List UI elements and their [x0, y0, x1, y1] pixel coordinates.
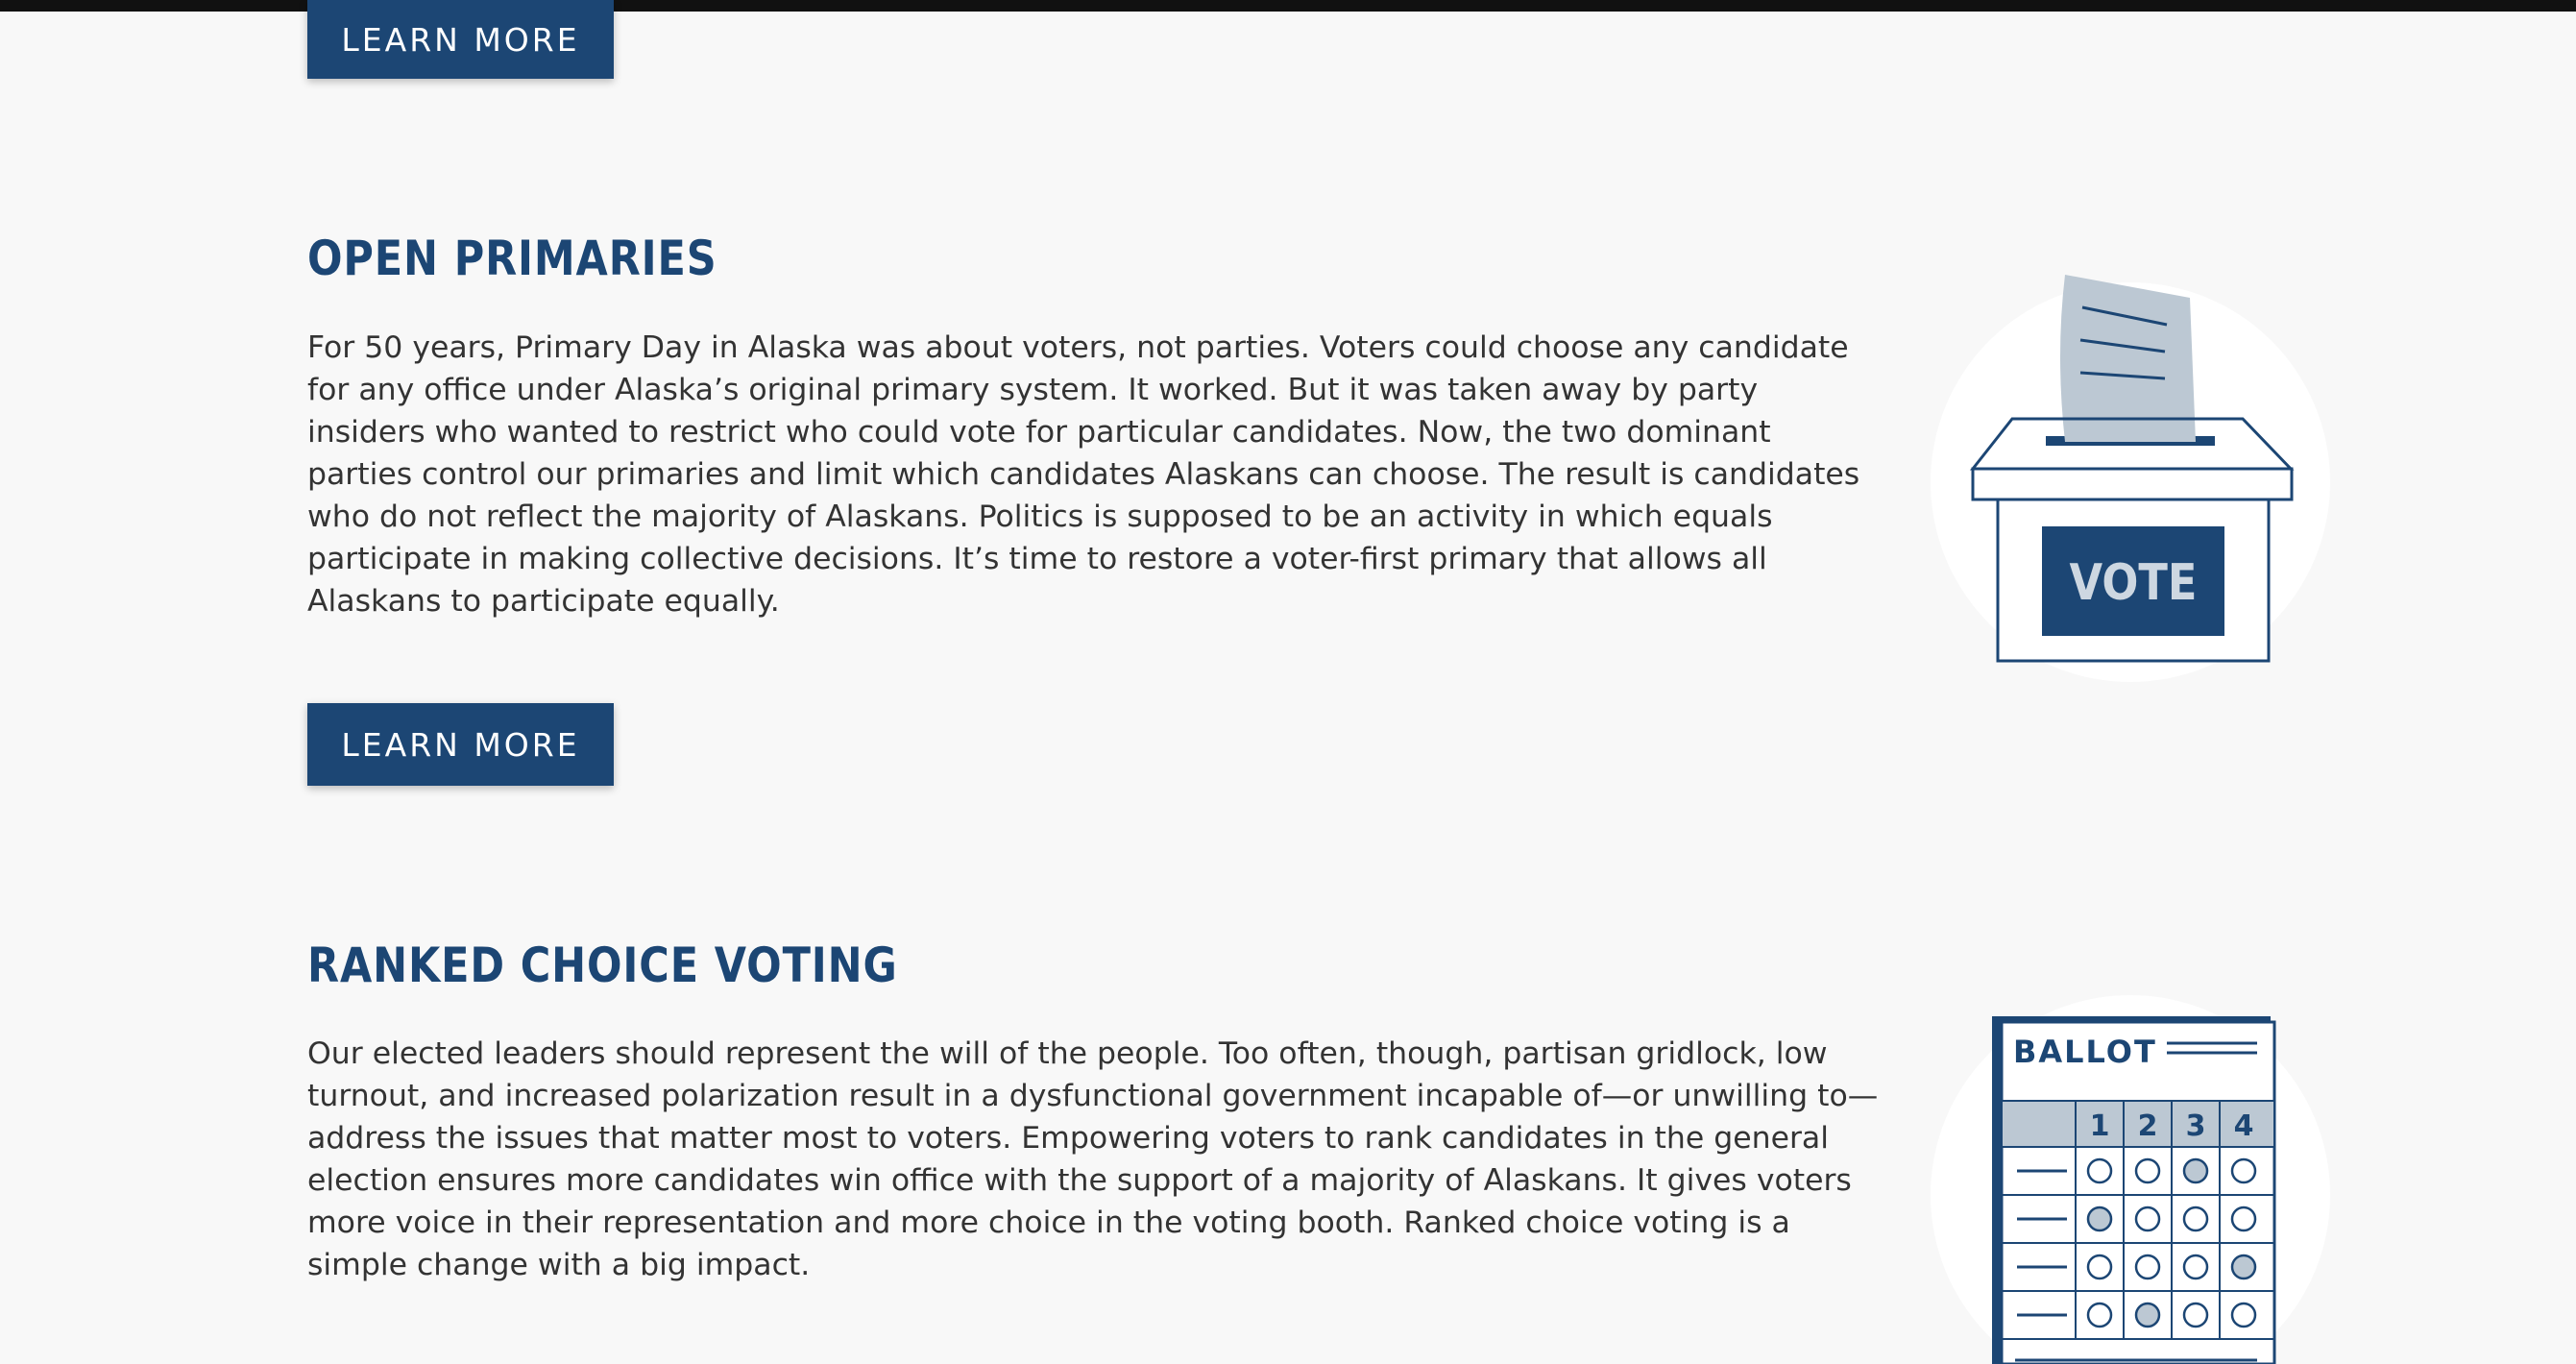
ballot-column-number: 4	[2233, 1109, 2254, 1143]
ballot-bubble	[2184, 1303, 2207, 1327]
ranked-ballot-illustration	[1931, 989, 2334, 1364]
ballot-box-rim	[1973, 469, 2292, 499]
open-primaries-learn-more-button[interactable]: LEARN MORE	[307, 703, 614, 786]
open-primaries-heading: OPEN PRIMARIES	[307, 231, 717, 286]
ballot-box-illustration	[1931, 269, 2334, 692]
ballot-bubble-filled	[2232, 1255, 2255, 1279]
ballot-bubble-filled	[2088, 1207, 2111, 1230]
ballot-bubble	[2088, 1255, 2111, 1279]
ranked-choice-voting-body: Our elected leaders should represent the will of the people. Too often, though, partisan gridlock, low turnout, and increased polarization result in a dysfunctional government incapable of—or unwilling to—address the issues that matter most to voters. Empowering voters to rank candidates in the general election ensures more candidates win office with the support of a majority of Alaskans. It gives voters more voice in their representation and more choice in the voting booth. Ranked choice voting is a simple change with a big impact.	[307, 1036, 1879, 1282]
vote-label: VOTE	[2069, 553, 2198, 612]
ballot-bubble	[2136, 1255, 2159, 1279]
ballot-bubble-filled	[2136, 1303, 2159, 1327]
ballot-bubble-filled	[2184, 1159, 2207, 1182]
ballot-bubble	[2136, 1159, 2159, 1182]
ballot-bubble	[2088, 1303, 2111, 1327]
open-primaries-body: For 50 years, Primary Day in Alaska was about voters, not parties. Voters could choose any candidate for any office under Alaska’s original primary system. It worked. But it was taken away by party insiders who wanted to restrict who could vote for particular candidates. Now, the two dominant parties control our primaries and limit which candidates Alaskans can choose. The result is candidates who do not reflect the majority of Alaskans. Politics is supposed to be an activity in which equals participate in making collective decisions. It’s time to restore a voter-first primary that allows all Alaskans to participate equally.	[307, 330, 1860, 619]
ballot-bubble	[2184, 1207, 2207, 1230]
ballot-title: BALLOT	[2013, 1034, 2157, 1070]
ballot-bubble	[2136, 1207, 2159, 1230]
ballot-bubble	[2232, 1159, 2255, 1182]
ballot-column-number: 2	[2137, 1109, 2158, 1143]
ballot-bubble	[2184, 1255, 2207, 1279]
paper-ballot-icon	[2060, 275, 2196, 442]
ballot-bubble	[2232, 1303, 2255, 1327]
ballot-bubble	[2232, 1207, 2255, 1230]
ballot-column-number: 3	[2185, 1109, 2206, 1143]
ballot-column-number: 1	[2089, 1109, 2110, 1143]
learn-more-button-previous-section[interactable]: LEARN MORE	[307, 0, 614, 79]
ballot-bubble	[2088, 1159, 2111, 1182]
ranked-choice-voting-heading: RANKED CHOICE VOTING	[307, 938, 898, 993]
